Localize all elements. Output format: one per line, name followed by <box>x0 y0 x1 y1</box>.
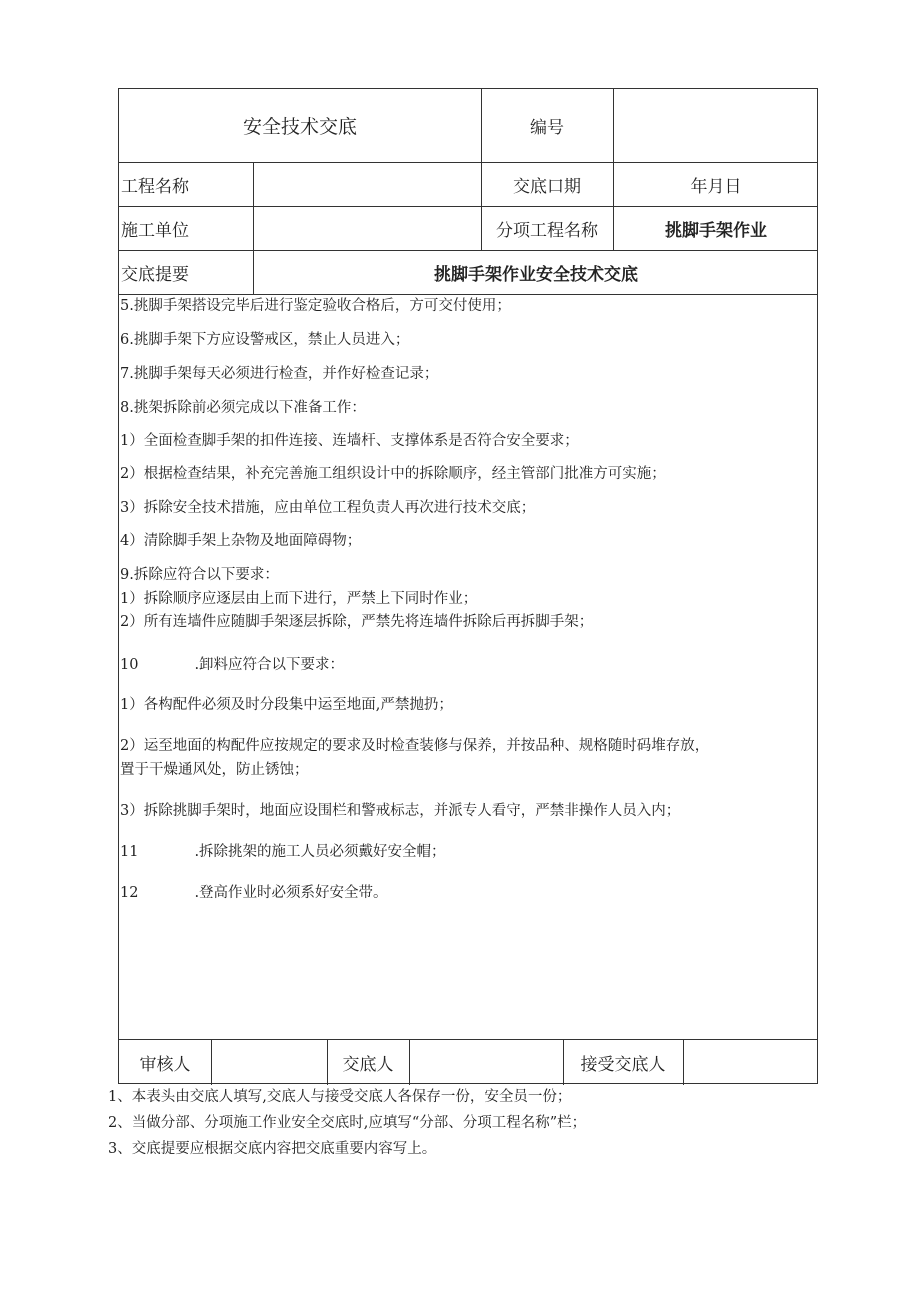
item-number: 10 <box>120 657 139 673</box>
date-label: 交底口期 <box>513 176 581 197</box>
content-line-10 <box>119 655 344 675</box>
number-field[interactable] <box>613 89 819 162</box>
subproject-name-field[interactable]: 挑脚手架作业 <box>665 220 767 241</box>
discloser-label: 交底人 <box>342 1054 394 1075</box>
content-line: 1）全面检查脚手架的扣件连接、连墙杆、支撑体系是否符合安全要求； <box>120 433 579 449</box>
content-line: 7.挑脚手架每天必须进行检查，并作好检查记录； <box>120 366 439 382</box>
item-text: .拆除挑架的施工人员必须戴好安全帽； <box>194 844 446 860</box>
reviewer-field[interactable] <box>211 1039 327 1085</box>
content-line: 8.挑架拆除前必须完成以下准备工作： <box>120 400 366 416</box>
footnote: 2、当做分部、分项施工作业安全交底时,应填写“分部、分项工程名称”栏； <box>108 1115 587 1131</box>
content-line: 5.挑脚手架搭设完毕后进行鉴定验收合格后，方可交付使用； <box>120 298 511 314</box>
subproject-name-label: 分项工程名称 <box>496 220 598 241</box>
item-text: .卸料应符合以下要求： <box>194 657 345 673</box>
number-label: 编号 <box>530 118 564 138</box>
footnote: 3、交底提要应根据交底内容把交底重要内容写上。 <box>108 1141 437 1157</box>
discloser-field[interactable] <box>409 1039 563 1085</box>
content-line: 4）清除脚手架上杂物及地面障碍物； <box>120 533 362 549</box>
content-line-12 <box>119 883 388 903</box>
row-divider <box>119 294 817 295</box>
form-title: 安全技术交底 <box>242 116 357 138</box>
content-line: 9.拆除应符合以下要求： <box>120 567 279 583</box>
construction-unit-field[interactable] <box>253 206 481 250</box>
item-number: 11 <box>120 844 139 860</box>
content-line: 3）拆除安全技术措施，应由单位工程负责人再次进行技术交底； <box>120 500 536 516</box>
disclosure-form <box>118 88 818 1084</box>
receiver-label: 接受交底人 <box>580 1054 666 1075</box>
content-line: 置于干燥通风处，防止锈蚀； <box>120 762 309 778</box>
content-line: 2）根据检查结果，补充完善施工组织设计中的拆除顺序，经主管部门批准方可实施； <box>120 466 666 482</box>
content-line: 2）运至地面的构配件应按规定的要求及时检查装修与保养，并按品种、规格随时码堆存放， <box>120 738 710 754</box>
project-name-field[interactable] <box>253 162 481 206</box>
project-name-label: 工程名称 <box>121 176 189 197</box>
content-line: 3）拆除挑脚手架时，地面应设围栏和警戒标志，并派专人看守，严禁非操作人员入内； <box>120 803 681 819</box>
content-line: 1）各构配件必须及时分段集中运至地面,严禁抛扔； <box>120 697 453 713</box>
content-line: 2）所有连墙件应随脚手架逐层拆除，严禁先将连墙件拆除后再拆脚手架； <box>120 614 594 630</box>
footnote: 1、本表头由交底人填写,交底人与接受交底人各保存一份，安全员一份； <box>108 1089 572 1105</box>
construction-unit-label: 施工单位 <box>121 220 189 241</box>
summary-field[interactable]: 挑脚手架作业安全技术交底 <box>434 264 638 285</box>
date-field[interactable]: 年月日 <box>690 176 742 197</box>
summary-label: 交底提要 <box>121 264 189 285</box>
footnotes <box>108 1084 808 1162</box>
content-line: 1）拆除顺序应逐层由上而下进行，严禁上下同时作业； <box>120 591 478 607</box>
item-text: .登高作业时必须系好安全带。 <box>194 885 388 901</box>
content-line: 6.挑脚手架下方应设警戒区，禁止人员进入； <box>120 332 410 348</box>
content-line-11 <box>119 842 446 862</box>
receiver-field[interactable] <box>683 1039 819 1085</box>
item-number: 12 <box>120 885 139 901</box>
reviewer-label: 审核人 <box>139 1054 191 1075</box>
